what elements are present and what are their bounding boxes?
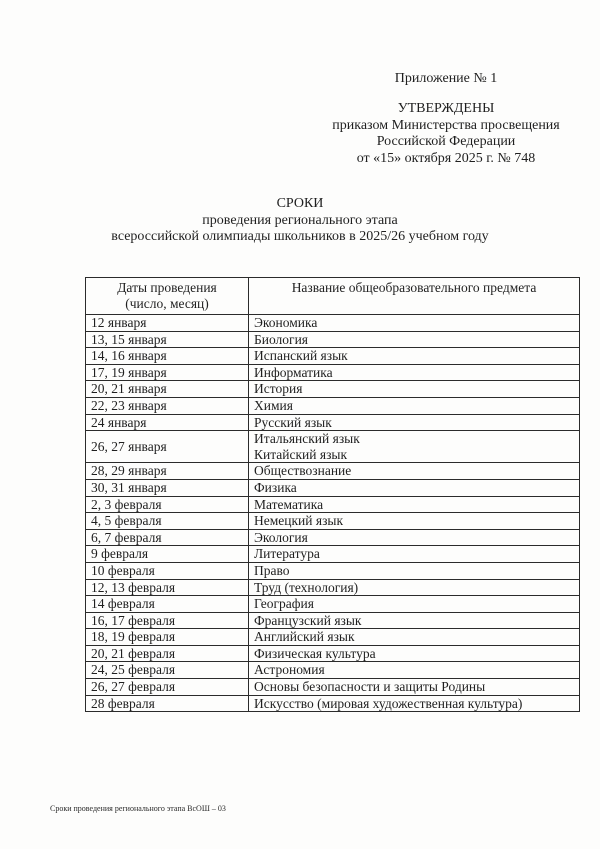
- table-row: [86, 331, 580, 348]
- subject-name: Информатика: [254, 364, 333, 380]
- subject-name: Искусство (мировая художественная культура): [254, 695, 523, 711]
- subject-name: Основы безопасности и защиты Родины: [254, 679, 486, 695]
- subject-cell: [249, 331, 580, 348]
- subject-cell: [249, 645, 580, 662]
- subject-cell: [249, 431, 580, 463]
- subject-name: Астрономия: [254, 662, 325, 678]
- subject-cell: [249, 695, 580, 712]
- subject-cell: [249, 612, 580, 629]
- approval-block: [316, 101, 576, 167]
- date-cell: 9 февраля: [86, 546, 249, 563]
- col-header-subject: Название общеобразовательного предмета: [249, 278, 580, 315]
- subject-name: Обществознание: [254, 463, 352, 479]
- subject-name: Математика: [254, 496, 324, 512]
- table-row: [86, 381, 580, 398]
- subject-cell: [249, 529, 580, 546]
- date-cell: 16, 17 февраля: [86, 612, 249, 629]
- table-row: [86, 645, 580, 662]
- subject-cell: [249, 315, 580, 332]
- table-row: [86, 496, 580, 513]
- subject-cell: [249, 546, 580, 563]
- subject-cell: [249, 463, 580, 480]
- table-row: [86, 546, 580, 563]
- subject-cell: [249, 381, 580, 398]
- subject-name: География: [254, 596, 314, 612]
- date-cell: 26, 27 февраля: [86, 679, 249, 696]
- table-row: [86, 463, 580, 480]
- subject-cell: [249, 496, 580, 513]
- subject-name: Труд (технология): [254, 579, 359, 595]
- date-cell: 18, 19 февраля: [86, 629, 249, 646]
- subject-name: Физическая культура: [254, 645, 376, 661]
- subject-cell: [249, 513, 580, 530]
- date-cell: 24 января: [86, 414, 249, 431]
- table-row: [86, 596, 580, 613]
- subject-name: Французский язык: [254, 612, 362, 628]
- col-header-dates-line2: (число, месяц): [125, 296, 209, 311]
- date-cell: 17, 19 января: [86, 364, 249, 381]
- table-row: [86, 479, 580, 496]
- col-header-dates-line1: Даты проведения: [117, 280, 217, 295]
- subject-name: Право: [254, 562, 290, 578]
- table-row: [86, 397, 580, 414]
- subject-name: Физика: [254, 479, 297, 495]
- table-row: [86, 562, 580, 579]
- date-cell: 14 февраля: [86, 596, 249, 613]
- date-cell: 4, 5 февраля: [86, 513, 249, 530]
- subject-cell: [249, 629, 580, 646]
- subject-cell: [249, 364, 580, 381]
- subject-name: Китайский язык: [254, 446, 348, 462]
- date-cell: 24, 25 февраля: [86, 662, 249, 679]
- table-row: [86, 679, 580, 696]
- table-row: [86, 414, 580, 431]
- date-cell: 14, 16 января: [86, 348, 249, 365]
- subject-name: Немецкий язык: [254, 513, 344, 529]
- subject-name: Экономика: [254, 315, 318, 330]
- date-cell: 20, 21 января: [86, 381, 249, 398]
- subject-cell: [249, 414, 580, 431]
- date-cell: 6, 7 февраля: [86, 529, 249, 546]
- subject-cell: [249, 596, 580, 613]
- date-cell: 22, 23 января: [86, 397, 249, 414]
- subject-cell: [249, 479, 580, 496]
- date-cell: 30, 31 января: [86, 479, 249, 496]
- table-row: [86, 612, 580, 629]
- approval-line: от «15» октября 2025 г. № 748: [356, 150, 536, 166]
- subject-cell: [249, 579, 580, 596]
- subject-name: Английский язык: [254, 629, 355, 645]
- subject-name: Литература: [254, 546, 320, 562]
- table-row: [86, 529, 580, 546]
- subject-cell: [249, 662, 580, 679]
- appendix-label: Приложение № 1: [394, 71, 498, 86]
- title-line: всероссийской олимпиады школьников в 2025/26 учебном году: [111, 229, 489, 244]
- date-cell: 10 февраля: [86, 562, 249, 579]
- table-row: [86, 364, 580, 381]
- date-cell: 13, 15 января: [86, 331, 249, 348]
- page-footer-note: Сроки проведения регионального этапа ВсОШ – 03: [50, 804, 226, 813]
- title-line: СРОКИ: [276, 196, 324, 211]
- table-row: [86, 348, 580, 365]
- subject-name: Химия: [254, 397, 293, 413]
- table-row: [86, 695, 580, 712]
- subject-cell: [249, 562, 580, 579]
- table-header-row: [86, 278, 580, 315]
- table-row: [86, 629, 580, 646]
- subject-cell: [249, 679, 580, 696]
- approval-line: Российской Федерации: [376, 134, 516, 149]
- document-title: [0, 196, 600, 246]
- subject-cell: [249, 397, 580, 414]
- table-row: [86, 579, 580, 596]
- schedule-table: [85, 277, 580, 712]
- date-cell: 26, 27 января: [86, 431, 249, 463]
- subject-name: Экология: [254, 529, 308, 545]
- date-cell: 12 января: [86, 315, 249, 332]
- subject-name: Итальянский язык: [254, 431, 360, 447]
- date-cell: 12, 13 февраля: [86, 579, 249, 596]
- date-cell: 28 февраля: [86, 695, 249, 712]
- date-cell: 2, 3 февраля: [86, 496, 249, 513]
- subject-name: Испанский язык: [254, 348, 348, 364]
- approval-line: УТВЕРЖДЕНЫ: [397, 101, 495, 116]
- subject-name: История: [254, 381, 303, 397]
- title-line: проведения регионального этапа: [202, 212, 398, 228]
- table-row: [86, 513, 580, 530]
- table-row: [86, 315, 580, 332]
- subject-name: Биология: [254, 331, 309, 347]
- date-cell: 28, 29 января: [86, 463, 249, 480]
- approval-line: приказом Министерства просвещения: [332, 117, 560, 133]
- subject-cell: [249, 348, 580, 365]
- table-row: [86, 431, 580, 463]
- subject-name: Русский язык: [254, 414, 332, 430]
- table-row: [86, 662, 580, 679]
- date-cell: 20, 21 февраля: [86, 645, 249, 662]
- col-header-dates: [86, 278, 249, 315]
